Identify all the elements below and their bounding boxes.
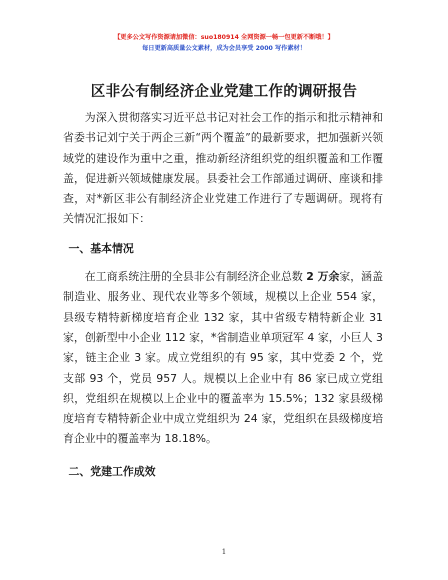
text-run: 家，链主企业 [63, 351, 131, 365]
county-sme-value: 132 [203, 310, 225, 324]
party-committees-value: 2 [338, 351, 346, 365]
section-1-paragraph [63, 267, 383, 450]
text-run: 。 [206, 432, 217, 446]
text-run: 家，县级专精特新梯度培育企业 [63, 290, 383, 324]
chain-leader-value: 3 [134, 351, 142, 365]
text-run: 家已成立党组织，党组织在规模以上企业中的覆盖率为 [63, 371, 383, 405]
text-run: 家，涵盖制造业、服务业、现代农业等多个领域，规模以上企业 [63, 270, 383, 304]
text-run: 家，其中党委 [267, 351, 336, 365]
text-run: 家县级梯度培育专精特新企业中成立党组织为 [63, 391, 383, 426]
provincial-sme-value: 31 [369, 310, 383, 324]
document-title: 区非公有制经济企业党建工作的调研报告 [90, 84, 358, 100]
party-orgs-value: 95 [249, 351, 264, 365]
party-members-value: 957 [156, 371, 178, 385]
page-number: 1 [221, 548, 227, 556]
little-giant-value: 3 [376, 330, 383, 344]
section-2-heading: 二、党建工作成效 [68, 464, 156, 478]
document-body [63, 108, 383, 490]
text-run: 人。规模以上企业中有 [180, 371, 294, 385]
text-run: 家。成立党组织的有 [144, 351, 247, 365]
text-run: 家，其中省级专精特新企业 [228, 310, 366, 324]
text-run: 家，小巨人 [317, 330, 373, 344]
total-enterprises-value: 2 万余 [306, 270, 340, 284]
text-run: 家，*省制造业单项冠军 [189, 330, 304, 344]
text-run: 家，创新型中小企业 [63, 330, 162, 344]
sme-rate-value: 18.18% [164, 432, 207, 446]
promo-banner-blue: 每日更新高质量公文素材，成为会员享受 2000 写作素材！ [142, 45, 306, 52]
text-run: ； [303, 391, 314, 405]
party-branches-value: 93 [89, 371, 104, 385]
above-scale-orgs-value: 86 [297, 371, 312, 385]
text-run: 在工商系统注册的全县非公有制经济企业总数 [84, 270, 303, 284]
promo-banner-red: 【更多公文写作资源请加微信：suo180914 全网资源一畅一包更新不断哦！】 [114, 34, 334, 41]
above-scale-rate-value: 15.5% [268, 391, 303, 405]
text-run: 家，党组织在县级梯度培育企业中的覆盖率为 [63, 412, 383, 446]
section-1-heading: 一、基本情况 [68, 241, 134, 255]
text-run: 个，党支部 [63, 351, 383, 385]
champion-value: 4 [307, 330, 315, 344]
above-scale-value: 554 [336, 290, 358, 304]
county-sme-value-2: 132 [313, 391, 335, 405]
innovative-sme-value: 112 [164, 330, 186, 344]
text-run: 个，党员 [107, 371, 153, 385]
intro-paragraph: 为深入贯彻落实习近平总书记对社会工作的指示和批示精神和省委书记刘宁关于两企三新“两个覆盖”的最新要求，把加强新兴领域党的建设作为重中之重，推动新经济组织党的组织覆盖和工作覆盖，促进新兴领域健康发展。县委社会工作部通过调研、座谈和排查，对*新区非公有制经济企业党建工作进行了专题调研。现将有关情况汇报如下： [63, 111, 383, 226]
sme-orgs-value: 24 [243, 412, 258, 426]
